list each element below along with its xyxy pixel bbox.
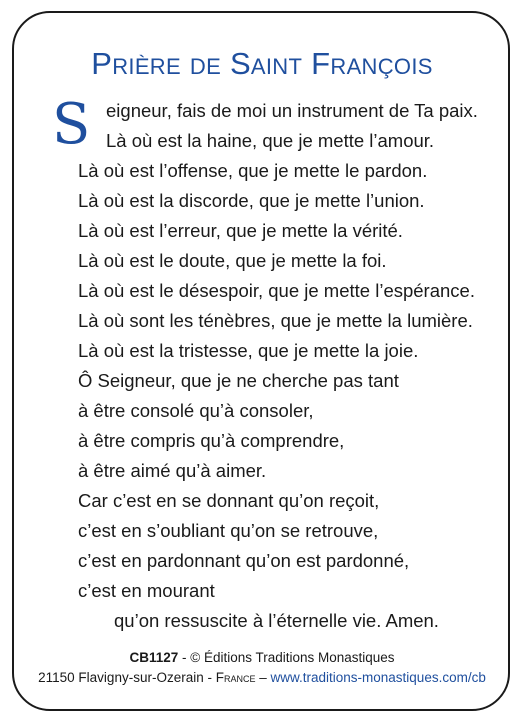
prayer-line: Là où est le doute, que je mette la foi.: [78, 250, 387, 271]
prayer-line: Là où sont les ténèbres, que je mette la lumière.: [78, 310, 473, 331]
prayer-line: Là où est le désespoir, que je mette l’espérance.: [78, 280, 475, 301]
footer-publisher: [0, 650, 524, 665]
drop-cap: S: [52, 92, 91, 157]
prayer-line: à être compris qu’à comprendre,: [78, 430, 345, 451]
prayer-line: eigneur, fais de moi un instrument de Ta paix.: [106, 100, 478, 121]
prayer-line: qu’on ressuscite à l’éternelle vie. Amen.: [114, 610, 439, 631]
prayer-line: Là où est l’erreur, que je mette la vérité.: [78, 220, 403, 241]
prayer-line: Là où est la haine, que je mette l’amour.: [106, 130, 435, 151]
prayer-line: c’est en mourant: [78, 580, 215, 601]
prayer-line: Là où est l’offense, que je mette le pardon.: [78, 160, 428, 181]
prayer-line: Ô Seigneur, que je ne cherche pas tant: [78, 370, 399, 391]
prayer-line: c’est en pardonnant qu’on est pardonné,: [78, 550, 410, 571]
country: France: [215, 670, 256, 685]
prayer-line: à être aimé qu’à aimer.: [78, 460, 267, 481]
prayer-line: Car c’est en se donnant qu’on reçoit,: [78, 490, 380, 511]
prayer-line: c’est en s’oubliant qu’on se retrouve,: [78, 520, 379, 541]
prayer-line: Là où est la tristesse, que je mette la joie.: [78, 340, 419, 361]
website-link[interactable]: www.traditions-monastiques.com/cb: [270, 670, 486, 685]
address: 21150 Flavigny-sur-Ozerain -: [38, 670, 216, 685]
page-title: Prière de Saint François: [91, 46, 433, 81]
product-code: CB1127: [129, 650, 179, 665]
publisher-name: - © Éditions Traditions Monastiques: [178, 650, 395, 665]
prayer-line: à être consolé qu’à consoler,: [78, 400, 314, 421]
prayer-line: Là où est la discorde, que je mette l’union.: [78, 190, 425, 211]
separator: –: [255, 670, 271, 685]
footer-address: [0, 670, 524, 685]
